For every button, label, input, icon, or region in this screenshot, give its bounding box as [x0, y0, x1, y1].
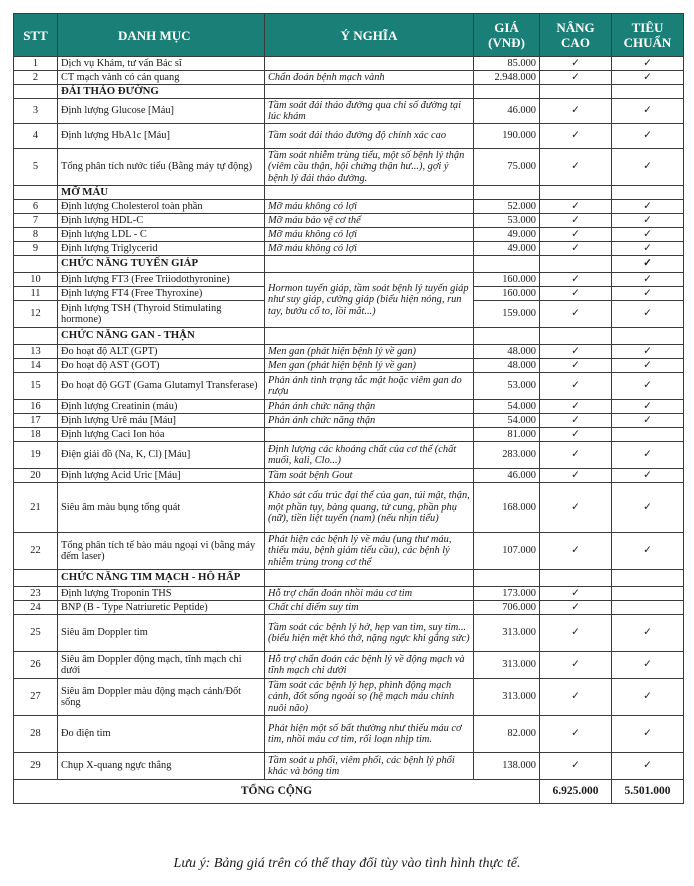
table-row	[14, 469, 684, 483]
standard-check: ✓	[612, 469, 684, 483]
table-row	[14, 99, 684, 124]
standard-check: ✓	[612, 615, 684, 652]
row-stt: 4	[14, 124, 58, 149]
standard-check: ✓	[612, 273, 684, 287]
row-stt: 17	[14, 414, 58, 428]
table-row	[14, 359, 684, 373]
advanced-check: ✓	[540, 483, 612, 533]
row-meaning: Hormon tuyến giáp, tầm soát bệnh lý tuyến giáp như suy giáp, cường giáp (biểu hiện nóng, run tay, bướu cổ to, lồi mắt...)	[265, 273, 474, 328]
section-row	[14, 328, 684, 345]
advanced-check: ✓	[540, 99, 612, 124]
row-name: Định lượng Caci Ion hóa	[58, 428, 265, 442]
row-name: Định lượng Acid Uric [Máu]	[58, 469, 265, 483]
footnote: Lưu ý: Bảng giá trên có thể thay đổi tùy vào tình hình thực tế.	[173, 856, 521, 871]
row-meaning: Mỡ máu bảo vệ cơ thể	[265, 214, 474, 228]
section-price-cell	[474, 85, 540, 99]
row-stt: 13	[14, 345, 58, 359]
row-stt: 10	[14, 273, 58, 287]
row-stt: 3	[14, 99, 58, 124]
section-title: CHỨC NĂNG TUYẾN GIÁP	[58, 256, 265, 273]
row-price: 81.000	[474, 428, 540, 442]
advanced-check	[540, 256, 612, 273]
header-stt: STT	[14, 14, 58, 57]
row-stt: 28	[14, 716, 58, 753]
advanced-check: ✓	[540, 124, 612, 149]
row-stt: 8	[14, 228, 58, 242]
advanced-check: ✓	[540, 601, 612, 615]
table-row	[14, 615, 684, 652]
row-stt: 23	[14, 587, 58, 601]
row-stt: 24	[14, 601, 58, 615]
row-stt: 26	[14, 652, 58, 679]
row-price: 138.000	[474, 753, 540, 780]
advanced-check: ✓	[540, 679, 612, 716]
advanced-check: ✓	[540, 359, 612, 373]
row-meaning: Phát hiện các bệnh lý về máu (ung thư máu, thiếu máu, bệnh giảm tiểu cầu), các bệnh lý nhiễm trùng trong cơ thể	[265, 533, 474, 570]
section-row	[14, 186, 684, 200]
header-standard	[612, 14, 684, 57]
section-price-cell	[474, 328, 540, 345]
row-meaning: Mỡ máu không có lợi	[265, 200, 474, 214]
standard-check: ✓	[612, 256, 684, 273]
row-meaning: Hỗ trợ chẩn đoán các bệnh lý về động mạch và tĩnh mạch chi dưới	[265, 652, 474, 679]
table-row	[14, 273, 684, 287]
table-row	[14, 373, 684, 400]
section-meaning-cell	[265, 570, 474, 587]
advanced-check	[540, 85, 612, 99]
row-stt: 15	[14, 373, 58, 400]
row-price: 168.000	[474, 483, 540, 533]
standard-check: ✓	[612, 753, 684, 780]
row-meaning: Hỗ trợ chẩn đoán nhồi máu cơ tim	[265, 587, 474, 601]
table-row	[14, 345, 684, 359]
row-stt: 18	[14, 428, 58, 442]
row-name: Siêu âm Doppler động mạch, tĩnh mạch chi dưới	[58, 652, 265, 679]
row-stt: 7	[14, 214, 58, 228]
header-price-line2: (VNĐ)	[488, 35, 525, 50]
section-title: ĐÁI THÁO ĐƯỜNG	[58, 85, 265, 99]
row-stt: 21	[14, 483, 58, 533]
advanced-check	[540, 186, 612, 200]
table-row	[14, 716, 684, 753]
row-meaning: Tầm soát đái tháo đường qua chỉ số đường tại lúc khám	[265, 99, 474, 124]
row-meaning: Phản ánh chức năng thận	[265, 414, 474, 428]
section-stt-cell	[14, 328, 58, 345]
row-name: Đo hoạt độ AST (GOT)	[58, 359, 265, 373]
row-stt: 25	[14, 615, 58, 652]
header-advanced-line2: CAO	[561, 35, 590, 50]
row-meaning: Chẩn đoán bệnh mạch vành	[265, 71, 474, 85]
row-name: Định lượng Creatinin (máu)	[58, 400, 265, 414]
section-title: CHỨC NĂNG TIM MẠCH - HÔ HẤP	[58, 570, 265, 587]
header-price-line1: GIÁ	[494, 20, 519, 35]
row-price: 173.000	[474, 587, 540, 601]
row-stt: 27	[14, 679, 58, 716]
section-row	[14, 570, 684, 587]
table-row	[14, 533, 684, 570]
row-price: 54.000	[474, 414, 540, 428]
standard-check: ✓	[612, 483, 684, 533]
table-row	[14, 71, 684, 85]
standard-check: ✓	[612, 414, 684, 428]
standard-check: ✓	[612, 716, 684, 753]
header-category: DANH MỤC	[58, 14, 265, 57]
row-meaning: Men gan (phát hiện bệnh lý về gan)	[265, 345, 474, 359]
advanced-check: ✓	[540, 373, 612, 400]
standard-check: ✓	[612, 679, 684, 716]
row-name: CT mạch vành có cản quang	[58, 71, 265, 85]
standard-check: ✓	[612, 124, 684, 149]
row-name: BNP (B - Type Natriuretic Peptide)	[58, 601, 265, 615]
row-price: 107.000	[474, 533, 540, 570]
row-price: 82.000	[474, 716, 540, 753]
standard-check: ✓	[612, 99, 684, 124]
row-name: Định lượng HbA1c [Máu]	[58, 124, 265, 149]
row-price: 160.000	[474, 273, 540, 287]
advanced-check: ✓	[540, 287, 612, 301]
row-meaning	[265, 57, 474, 71]
advanced-check: ✓	[540, 469, 612, 483]
table-row	[14, 400, 684, 414]
row-price: 190.000	[474, 124, 540, 149]
standard-check	[612, 85, 684, 99]
row-stt: 9	[14, 242, 58, 256]
row-stt: 6	[14, 200, 58, 214]
table-row	[14, 483, 684, 533]
standard-check: ✓	[612, 652, 684, 679]
table-row	[14, 242, 684, 256]
advanced-check: ✓	[540, 652, 612, 679]
advanced-check: ✓	[540, 428, 612, 442]
section-stt-cell	[14, 570, 58, 587]
table-body	[14, 57, 684, 780]
row-name: Siêu âm màu bụng tổng quát	[58, 483, 265, 533]
advanced-check: ✓	[540, 228, 612, 242]
table-header-row	[14, 14, 684, 57]
table-row	[14, 414, 684, 428]
table-row	[14, 214, 684, 228]
row-name: Điện giải đồ (Na, K, Cl) [Máu]	[58, 442, 265, 469]
row-name: Định lượng HDL-C	[58, 214, 265, 228]
advanced-check: ✓	[540, 242, 612, 256]
total-label: TỔNG CỘNG	[14, 780, 540, 804]
section-row	[14, 256, 684, 273]
advanced-check: ✓	[540, 345, 612, 359]
standard-check	[612, 328, 684, 345]
advanced-check: ✓	[540, 200, 612, 214]
standard-check: ✓	[612, 228, 684, 242]
standard-check	[612, 587, 684, 601]
row-stt: 2	[14, 71, 58, 85]
row-price: 313.000	[474, 615, 540, 652]
row-name: Đo hoạt độ ALT (GPT)	[58, 345, 265, 359]
advanced-check: ✓	[540, 301, 612, 328]
row-name: Định lượng Cholesterol toàn phần	[58, 200, 265, 214]
advanced-check: ✓	[540, 615, 612, 652]
row-price: 49.000	[474, 228, 540, 242]
row-price: 85.000	[474, 57, 540, 71]
standard-check: ✓	[612, 57, 684, 71]
table-row	[14, 601, 684, 615]
row-price: 49.000	[474, 242, 540, 256]
table-row	[14, 200, 684, 214]
advanced-check: ✓	[540, 414, 612, 428]
row-stt: 14	[14, 359, 58, 373]
row-price: 46.000	[474, 469, 540, 483]
row-price: 313.000	[474, 652, 540, 679]
row-price: 283.000	[474, 442, 540, 469]
row-name: Siêu âm Doppler tim	[58, 615, 265, 652]
standard-check: ✓	[612, 345, 684, 359]
advanced-check: ✓	[540, 400, 612, 414]
row-price: 53.000	[474, 373, 540, 400]
row-meaning: Tầm soát các bệnh lý hở, hẹp van tim, suy tim... (biểu hiện mệt khó thở, nặng ngực khi gắng sức)	[265, 615, 474, 652]
section-meaning-cell	[265, 256, 474, 273]
advanced-check: ✓	[540, 753, 612, 780]
standard-check: ✓	[612, 359, 684, 373]
row-name: Siêu âm Doppler màu động mạch cảnh/Đốt sống	[58, 679, 265, 716]
row-name: Tổng phân tích nước tiểu (Bằng máy tự động)	[58, 149, 265, 186]
row-meaning: Tầm soát nhiễm trùng tiểu, một số bệnh lý thận (viêm cầu thận, hội chứng thận hư...), gợi ý bệnh lý đái tháo đường.	[265, 149, 474, 186]
row-name: Định lượng Glucose [Máu]	[58, 99, 265, 124]
advanced-check	[540, 570, 612, 587]
section-meaning-cell	[265, 85, 474, 99]
row-price: 54.000	[474, 400, 540, 414]
total-standard: 5.501.000	[612, 780, 684, 804]
row-price: 159.000	[474, 301, 540, 328]
section-price-cell	[474, 186, 540, 200]
row-price: 53.000	[474, 214, 540, 228]
row-price: 46.000	[474, 99, 540, 124]
row-name: Tổng phân tích tế bào máu ngoại vi (bằng máy đếm laser)	[58, 533, 265, 570]
total-advanced: 6.925.000	[540, 780, 612, 804]
row-meaning: Mỡ máu không có lợi	[265, 228, 474, 242]
row-name: Định lượng Urê máu [Máu]	[58, 414, 265, 428]
row-price: 160.000	[474, 287, 540, 301]
standard-check: ✓	[612, 533, 684, 570]
row-stt: 22	[14, 533, 58, 570]
table-row	[14, 149, 684, 186]
row-meaning: Tầm soát các bệnh lý hẹp, phình động mạch cảnh, đốt sống ngoài sọ (hệ mạch máu chính nuôi não)	[265, 679, 474, 716]
header-advanced	[540, 14, 612, 57]
section-meaning-cell	[265, 186, 474, 200]
advanced-check: ✓	[540, 533, 612, 570]
row-price: 2.948.000	[474, 71, 540, 85]
row-name: Định lượng Triglycerid	[58, 242, 265, 256]
table-row	[14, 587, 684, 601]
header-standard-line1: TIÊU	[631, 20, 664, 35]
row-stt: 5	[14, 149, 58, 186]
row-meaning: Tầm soát đái tháo đường độ chính xác cao	[265, 124, 474, 149]
table-row	[14, 124, 684, 149]
standard-check	[612, 186, 684, 200]
header-price	[474, 14, 540, 57]
row-stt: 20	[14, 469, 58, 483]
row-stt: 1	[14, 57, 58, 71]
row-name: Định lượng Troponin THS	[58, 587, 265, 601]
row-price: 48.000	[474, 345, 540, 359]
advanced-check: ✓	[540, 57, 612, 71]
row-name: Định lượng LDL - C	[58, 228, 265, 242]
table-row	[14, 679, 684, 716]
section-stt-cell	[14, 186, 58, 200]
section-stt-cell	[14, 256, 58, 273]
advanced-check: ✓	[540, 587, 612, 601]
row-price: 75.000	[474, 149, 540, 186]
table-row	[14, 57, 684, 71]
header-meaning: Ý NGHĨA	[265, 14, 474, 57]
row-name: Định lượng FT4 (Free Thyroxine)	[58, 287, 265, 301]
section-meaning-cell	[265, 328, 474, 345]
advanced-check: ✓	[540, 71, 612, 85]
row-price: 48.000	[474, 359, 540, 373]
section-title: CHỨC NĂNG GAN - THẬN	[58, 328, 265, 345]
standard-check: ✓	[612, 287, 684, 301]
standard-check: ✓	[612, 214, 684, 228]
standard-check	[612, 601, 684, 615]
section-title: MỠ MÁU	[58, 186, 265, 200]
row-meaning: Men gan (phát hiện bệnh lý về gan)	[265, 359, 474, 373]
row-name: Đo hoạt độ GGT (Gama Glutamyl Transferase)	[58, 373, 265, 400]
standard-check: ✓	[612, 442, 684, 469]
standard-check: ✓	[612, 71, 684, 85]
row-stt: 11	[14, 287, 58, 301]
standard-check	[612, 428, 684, 442]
row-price: 52.000	[474, 200, 540, 214]
table-row	[14, 428, 684, 442]
header-standard-line2: CHUẨN	[623, 35, 672, 50]
header-advanced-line1: NÂNG	[556, 20, 595, 35]
section-stt-cell	[14, 85, 58, 99]
advanced-check: ✓	[540, 716, 612, 753]
advanced-check: ✓	[540, 214, 612, 228]
standard-check: ✓	[612, 200, 684, 214]
row-meaning: Phản ánh tình trạng tắc mật hoặc viêm gan do rượu	[265, 373, 474, 400]
row-name: Định lượng FT3 (Free Triiodothyronine)	[58, 273, 265, 287]
row-stt: 12	[14, 301, 58, 328]
row-stt: 19	[14, 442, 58, 469]
row-stt: 16	[14, 400, 58, 414]
table-row	[14, 442, 684, 469]
section-row	[14, 85, 684, 99]
advanced-check: ✓	[540, 442, 612, 469]
standard-check	[612, 570, 684, 587]
table-row	[14, 753, 684, 780]
table-row	[14, 652, 684, 679]
section-price-cell	[474, 256, 540, 273]
row-name: Đo điện tim	[58, 716, 265, 753]
row-meaning: Chất chỉ điểm suy tim	[265, 601, 474, 615]
row-price: 313.000	[474, 679, 540, 716]
row-price: 706.000	[474, 601, 540, 615]
advanced-check	[540, 328, 612, 345]
advanced-check: ✓	[540, 149, 612, 186]
row-meaning: Định lượng các khoáng chất của cơ thể (chất muối, kali, Clo...)	[265, 442, 474, 469]
standard-check: ✓	[612, 301, 684, 328]
row-meaning: Khảo sát cấu trúc đại thể của gan, túi mật, thận, một phần tụy, bàng quang, tử cung, phần phụ (nữ), tiền liệt tuyến (nam) (nếu nhịn tiểu)	[265, 483, 474, 533]
row-meaning: Phát hiện một số bất thường như thiếu máu cơ tim, nhồi máu cơ tim, rối loạn nhịp tim.	[265, 716, 474, 753]
row-meaning	[265, 428, 474, 442]
row-meaning: Phản ánh chức năng thận	[265, 400, 474, 414]
table-row	[14, 228, 684, 242]
row-meaning: Tầm soát u phổi, viêm phổi, các bệnh lý phổi khác và bóng tim	[265, 753, 474, 780]
section-price-cell	[474, 570, 540, 587]
row-name: Định lượng TSH (Thyroid Stimulating hormone)	[58, 301, 265, 328]
row-name: Dịch vụ Khám, tư vấn Bác sĩ	[58, 57, 265, 71]
total-row	[14, 780, 684, 804]
row-name: Chụp X-quang ngực thẳng	[58, 753, 265, 780]
row-meaning: Tầm soát bệnh Gout	[265, 469, 474, 483]
row-meaning: Mỡ máu không có lợi	[265, 242, 474, 256]
standard-check: ✓	[612, 400, 684, 414]
advanced-check: ✓	[540, 273, 612, 287]
row-stt: 29	[14, 753, 58, 780]
standard-check: ✓	[612, 149, 684, 186]
standard-check: ✓	[612, 373, 684, 400]
price-table	[13, 13, 684, 804]
standard-check: ✓	[612, 242, 684, 256]
